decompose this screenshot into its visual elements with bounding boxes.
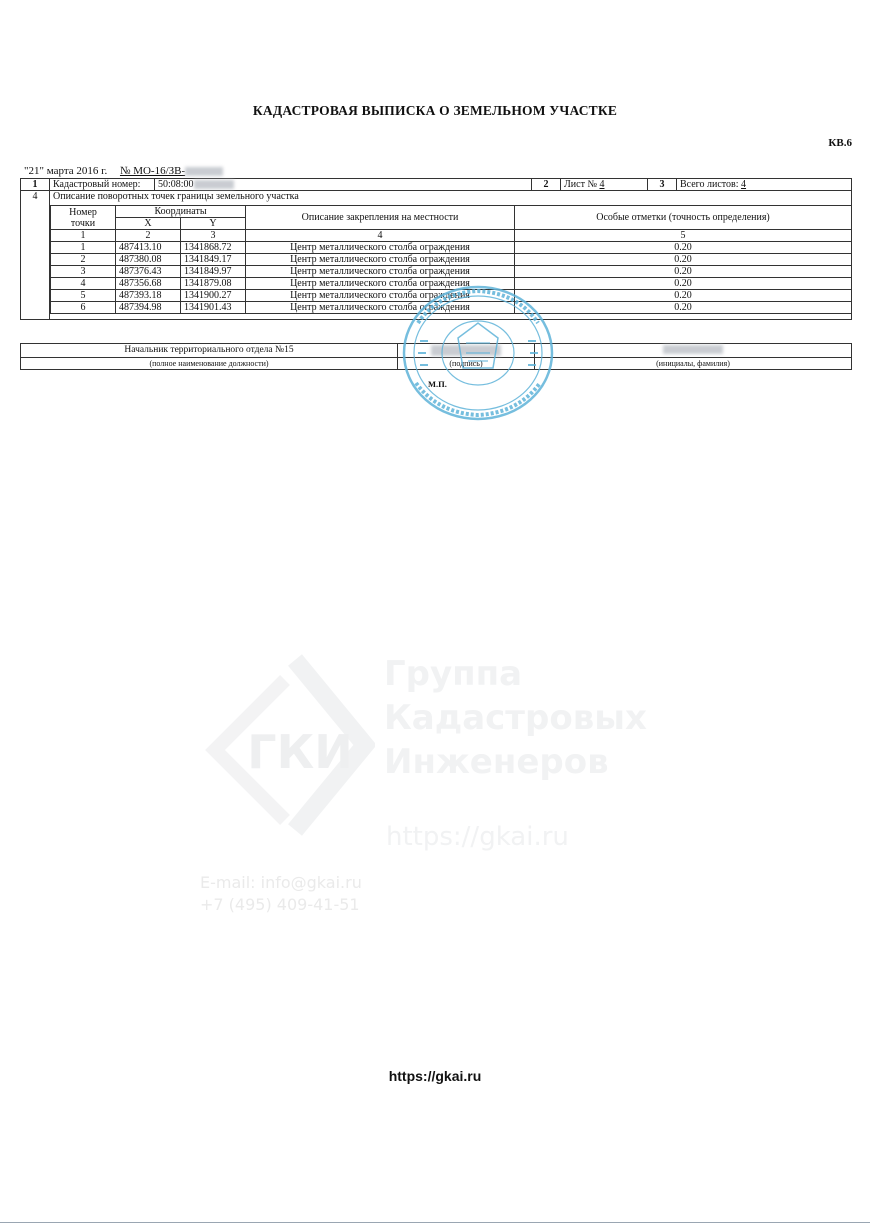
point-x: 487376.43 — [116, 266, 181, 278]
signature-caption: (подпись) — [398, 358, 535, 370]
section-title: Описание поворотных точек границы земельного участка — [50, 191, 852, 320]
redacted-number — [185, 167, 223, 176]
official-stamp-icon — [398, 283, 556, 423]
point-number: 5 — [51, 290, 116, 302]
point-note: 0.20 — [515, 302, 852, 314]
table-row — [51, 266, 852, 278]
cadastral-value: 50:08:00 — [158, 179, 194, 190]
row-number: 2 — [532, 179, 561, 191]
column-number: 2 — [116, 230, 181, 242]
row-number: 1 — [21, 179, 50, 191]
sheet-cell — [561, 179, 648, 191]
points-header-row — [51, 206, 852, 218]
point-note: 0.20 — [515, 266, 852, 278]
x-header: X — [116, 218, 181, 230]
document-title: КАДАСТРОВАЯ ВЫПИСКА О ЗЕМЕЛЬНОМ УЧАСТКЕ — [252, 103, 618, 118]
header-row — [21, 179, 852, 191]
point-description: Центр металлического столба ограждения — [246, 290, 515, 302]
bottom-divider — [0, 1222, 870, 1223]
point-description: Центр металлического столба ограждения — [246, 242, 515, 254]
watermark-logo-text: ГКИ — [247, 725, 353, 779]
y-header: Y — [181, 218, 246, 230]
watermark-brand-line: Группа — [384, 654, 523, 694]
watermark-brand-line: Кадастровых — [384, 698, 647, 738]
redacted-cadastral — [194, 180, 234, 189]
point-y: 1341901.43 — [181, 302, 246, 314]
point-number: 2 — [51, 254, 116, 266]
row-number: 4 — [21, 191, 50, 320]
stamp-label: М.П. — [428, 379, 447, 389]
watermark-brand — [384, 652, 647, 784]
point-note: 0.20 — [515, 290, 852, 302]
position-text: Начальник территориального отдела №15 — [124, 345, 294, 355]
date-line — [24, 165, 223, 177]
point-y: 1341879.08 — [181, 278, 246, 290]
point-note: 0.20 — [515, 278, 852, 290]
point-description: Центр металлического столба ограждения — [246, 266, 515, 278]
table-row — [51, 242, 852, 254]
notes-header: Особые отметки (точность определения) — [515, 206, 852, 230]
watermark-logo-icon — [200, 650, 375, 840]
document-date: "21" марта 2016 г. — [24, 165, 108, 177]
cadastral-label: Кадастровый номер: — [50, 179, 155, 191]
column-numbers-row — [51, 230, 852, 242]
row-number: 3 — [648, 179, 677, 191]
point-description: Центр металлического столба ограждения — [246, 302, 515, 314]
point-y: 1341868.72 — [181, 242, 246, 254]
footer-url[interactable]: https://gkai.ru — [388, 1068, 482, 1084]
point-number: 4 — [51, 278, 116, 290]
position-cell — [21, 344, 398, 358]
point-no-header-line2: точки — [70, 217, 96, 229]
point-no-header — [51, 206, 116, 230]
point-y: 1341900.27 — [181, 290, 246, 302]
column-number: 3 — [181, 230, 246, 242]
point-no-header-line1: Номер — [69, 206, 97, 218]
watermark-contact — [200, 872, 362, 916]
form-code: КВ.6 — [828, 137, 852, 149]
coords-header: Координаты — [116, 206, 246, 218]
column-number: 1 — [51, 230, 116, 242]
point-note: 0.20 — [515, 242, 852, 254]
point-number: 3 — [51, 266, 116, 278]
point-x: 487380.08 — [116, 254, 181, 266]
sheet-label: Лист № — [564, 179, 597, 190]
total-label: Всего листов: — [680, 179, 739, 190]
name-cell — [535, 344, 852, 358]
redacted-name — [663, 345, 723, 354]
point-x: 487413.10 — [116, 242, 181, 254]
position-caption: (полное наименование должности) — [21, 358, 398, 370]
watermark-brand-line: Инженеров — [384, 742, 609, 782]
point-x: 487356.68 — [116, 278, 181, 290]
watermark-phone: +7 (495) 409-41-51 — [200, 895, 360, 914]
column-number: 5 — [515, 230, 852, 242]
description-header: Описание закрепления на местности — [246, 206, 515, 230]
point-y: 1341849.97 — [181, 266, 246, 278]
point-description: Центр металлического столба ограждения — [246, 278, 515, 290]
watermark-url: https://gkai.ru — [386, 822, 569, 852]
column-number: 4 — [246, 230, 515, 242]
point-description: Центр металлического столба ограждения — [246, 254, 515, 266]
point-x: 487393.18 — [116, 290, 181, 302]
sheet-value: 4 — [599, 179, 605, 190]
point-x: 487394.98 — [116, 302, 181, 314]
table-row — [51, 254, 852, 266]
watermark-email: E-mail: info@gkai.ru — [200, 873, 362, 892]
point-note: 0.20 — [515, 254, 852, 266]
total-value: 4 — [741, 179, 747, 190]
point-number: 6 — [51, 302, 116, 314]
name-caption: (инициалы, фамилия) — [535, 358, 852, 370]
point-number: 1 — [51, 242, 116, 254]
cadastral-value-cell — [155, 179, 532, 191]
total-cell — [677, 179, 852, 191]
document-number: № МО-16/ЗВ- — [119, 165, 186, 177]
point-y: 1341849.17 — [181, 254, 246, 266]
